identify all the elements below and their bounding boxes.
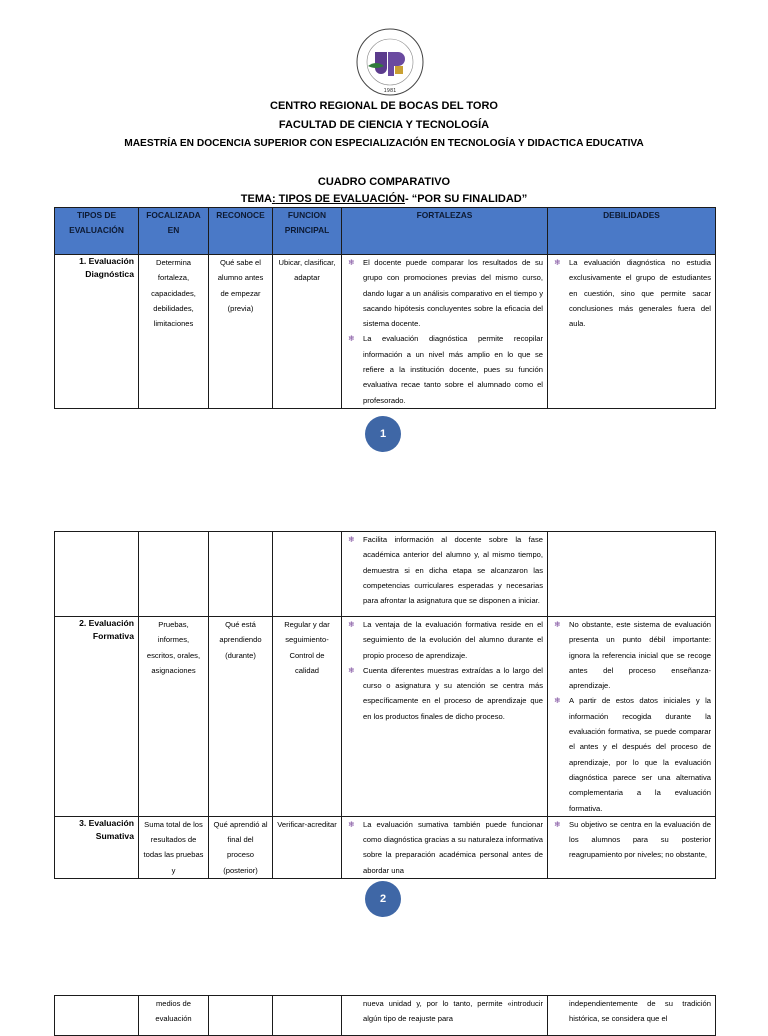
comparison-table-part-1 [54, 207, 716, 409]
page-number-badge: 2 [365, 881, 401, 917]
university-seal-logo [352, 26, 428, 98]
table-row [55, 816, 716, 878]
program-name: MAESTRÍA EN DOCENCIA SUPERIOR CON ESPECIALIZACIÓN EN TECNOLOGÍA Y DIDACTICA EDUCATIVA [124, 138, 644, 149]
header-funcion: FUNCION PRINCIPAL [273, 208, 342, 255]
bullet-item: ❄ No obstante, este sistema de evaluación presenta un punto débil importante: ignora la referencia inicial que se recoge antes del proceso enseñanza-aprendizaje. [552, 617, 711, 693]
topic-colon: : [271, 193, 276, 205]
document-title: CUADRO COMPARATIVO [317, 176, 451, 188]
header-focalizada: FOCALIZADA EN [139, 208, 209, 255]
topic-line [0, 193, 768, 205]
bullet-item: ❄ Cuenta diferentes muestras extraídas a lo largo del curso o asignatura y su atención se centra más específicamente en el proceso de aprendizaje que en los productos finales de dicho proceso. [346, 663, 543, 724]
row-type: 1. Evaluación Diagnóstica [55, 255, 139, 409]
row-debilidades [548, 816, 716, 878]
comparison-table-part-2 [54, 531, 716, 879]
row-reconoce: Qué sabe el alumno antes de empezar (previa) [209, 255, 273, 409]
row-fortalezas [342, 532, 548, 617]
row-focalizada: medios de evaluación [139, 996, 209, 1036]
bullet-item: ❄ A partir de estos datos iniciales y la información recogida durante la evaluación formativa, se puede comparar el antes y el después del proceso de aprendizaje, por lo que la evaluación diagnóstica parece ser una alternativa complementaria a la evaluación formativa. [552, 693, 711, 815]
row-debilidades: independientemente de su tradición histórica, se considera que el [548, 996, 716, 1036]
topic-name: TIPOS DE EVALUACIÓN [275, 193, 405, 205]
page-number-badge: 1 [365, 416, 401, 452]
row-funcion: Ubicar, clasificar, adaptar [273, 255, 342, 409]
row-reconoce: Qué aprendió al final del proceso (posterior) [209, 816, 273, 878]
bullet-item: ❄ La ventaja de la evaluación formativa reside en el seguimiento de la evolución del alumno durante el propio proceso de aprendizaje. [346, 617, 543, 663]
institution-faculty: FACULTAD DE CIENCIA Y TECNOLOGÍA [278, 119, 490, 131]
row-reconoce: Qué está aprendiendo (durante) [209, 617, 273, 817]
row-debilidades [548, 617, 716, 817]
comparison-table-part-3 [54, 995, 716, 1036]
row-focalizada: Suma total de los resultados de todas las pruebas y [139, 816, 209, 878]
institution-center: CENTRO REGIONAL DE BOCAS DEL TORO [270, 100, 498, 112]
table-row [55, 255, 716, 409]
row-fortalezas: nueva unidad y, por lo tanto, permite «introducir algún tipo de reajuste para [342, 996, 548, 1036]
bullet-item: ❄ El docente puede comparar los resultados de su grupo con promociones previas del mismo curso, dando lugar a un análisis comparativo en el tiempo y sacando hipótesis concluyentes sobre la eficacia del sistema docente. [346, 255, 543, 331]
row-funcion: Regular y dar seguimiento-Control de calidad [273, 617, 342, 817]
row-fortalezas [342, 255, 548, 409]
logo-year: 1981 [383, 88, 397, 94]
row-funcion: Verificar-acreditar [273, 816, 342, 878]
table-row [55, 617, 716, 817]
table-header-row [55, 208, 716, 255]
bullet-item: ❄ La evaluación sumativa también puede funcionar como diagnóstica gracias a su naturaleza informativa sobre la preparación académica personal antes de abordar una [346, 817, 543, 878]
row-fortalezas [342, 816, 548, 878]
table-row [55, 996, 716, 1036]
header-debilidades: DEBILIDADES [548, 208, 716, 255]
row-focalizada: Determina fortaleza, capacidades, debilidades, limitaciones [139, 255, 209, 409]
header-tipos: TIPOS DE EVALUACIÓN [55, 208, 139, 255]
header-fortalezas: FORTALEZAS [342, 208, 548, 255]
bullet-item: ❄ Su objetivo se centra en la evaluación de los alumnos para su posterior reagrupamiento por niveles; no obstante, [552, 817, 711, 863]
row-fortalezas [342, 617, 548, 817]
topic-label: TEMA [240, 193, 272, 205]
row-type: 3. Evaluación Sumativa [55, 816, 139, 878]
bullet-item: ❄ Facilita información al docente sobre la fase académica anterior del alumno y, al mismo tiempo, demuestra si en dicha etapa se alcanzaron las competencias curriculares esperadas y necesarias para afrontar la asignatura que se disponen a iniciar. [346, 532, 543, 608]
topic-purpose: - “POR SU FINALIDAD” [404, 193, 528, 205]
header-reconoce: RECONOCE [209, 208, 273, 255]
row-focalizada: Pruebas, informes, escritos, orales, asignaciones [139, 617, 209, 817]
row-debilidades [548, 255, 716, 409]
row-type: 2. Evaluación Formativa [55, 617, 139, 817]
bullet-item: ❄ La evaluación diagnóstica permite recopilar información a un nivel más amplio en lo que se refiere a la institución docente, pues su función evaluativa recae tanto sobre el alumnado como el profesorado. [346, 331, 543, 407]
table-row [55, 532, 716, 617]
bullet-item: ❄ La evaluación diagnóstica no estudia exclusivamente el grupo de estudiantes en cuestión, sino que permite sacar conclusiones más generales fuera del aula. [552, 255, 711, 331]
